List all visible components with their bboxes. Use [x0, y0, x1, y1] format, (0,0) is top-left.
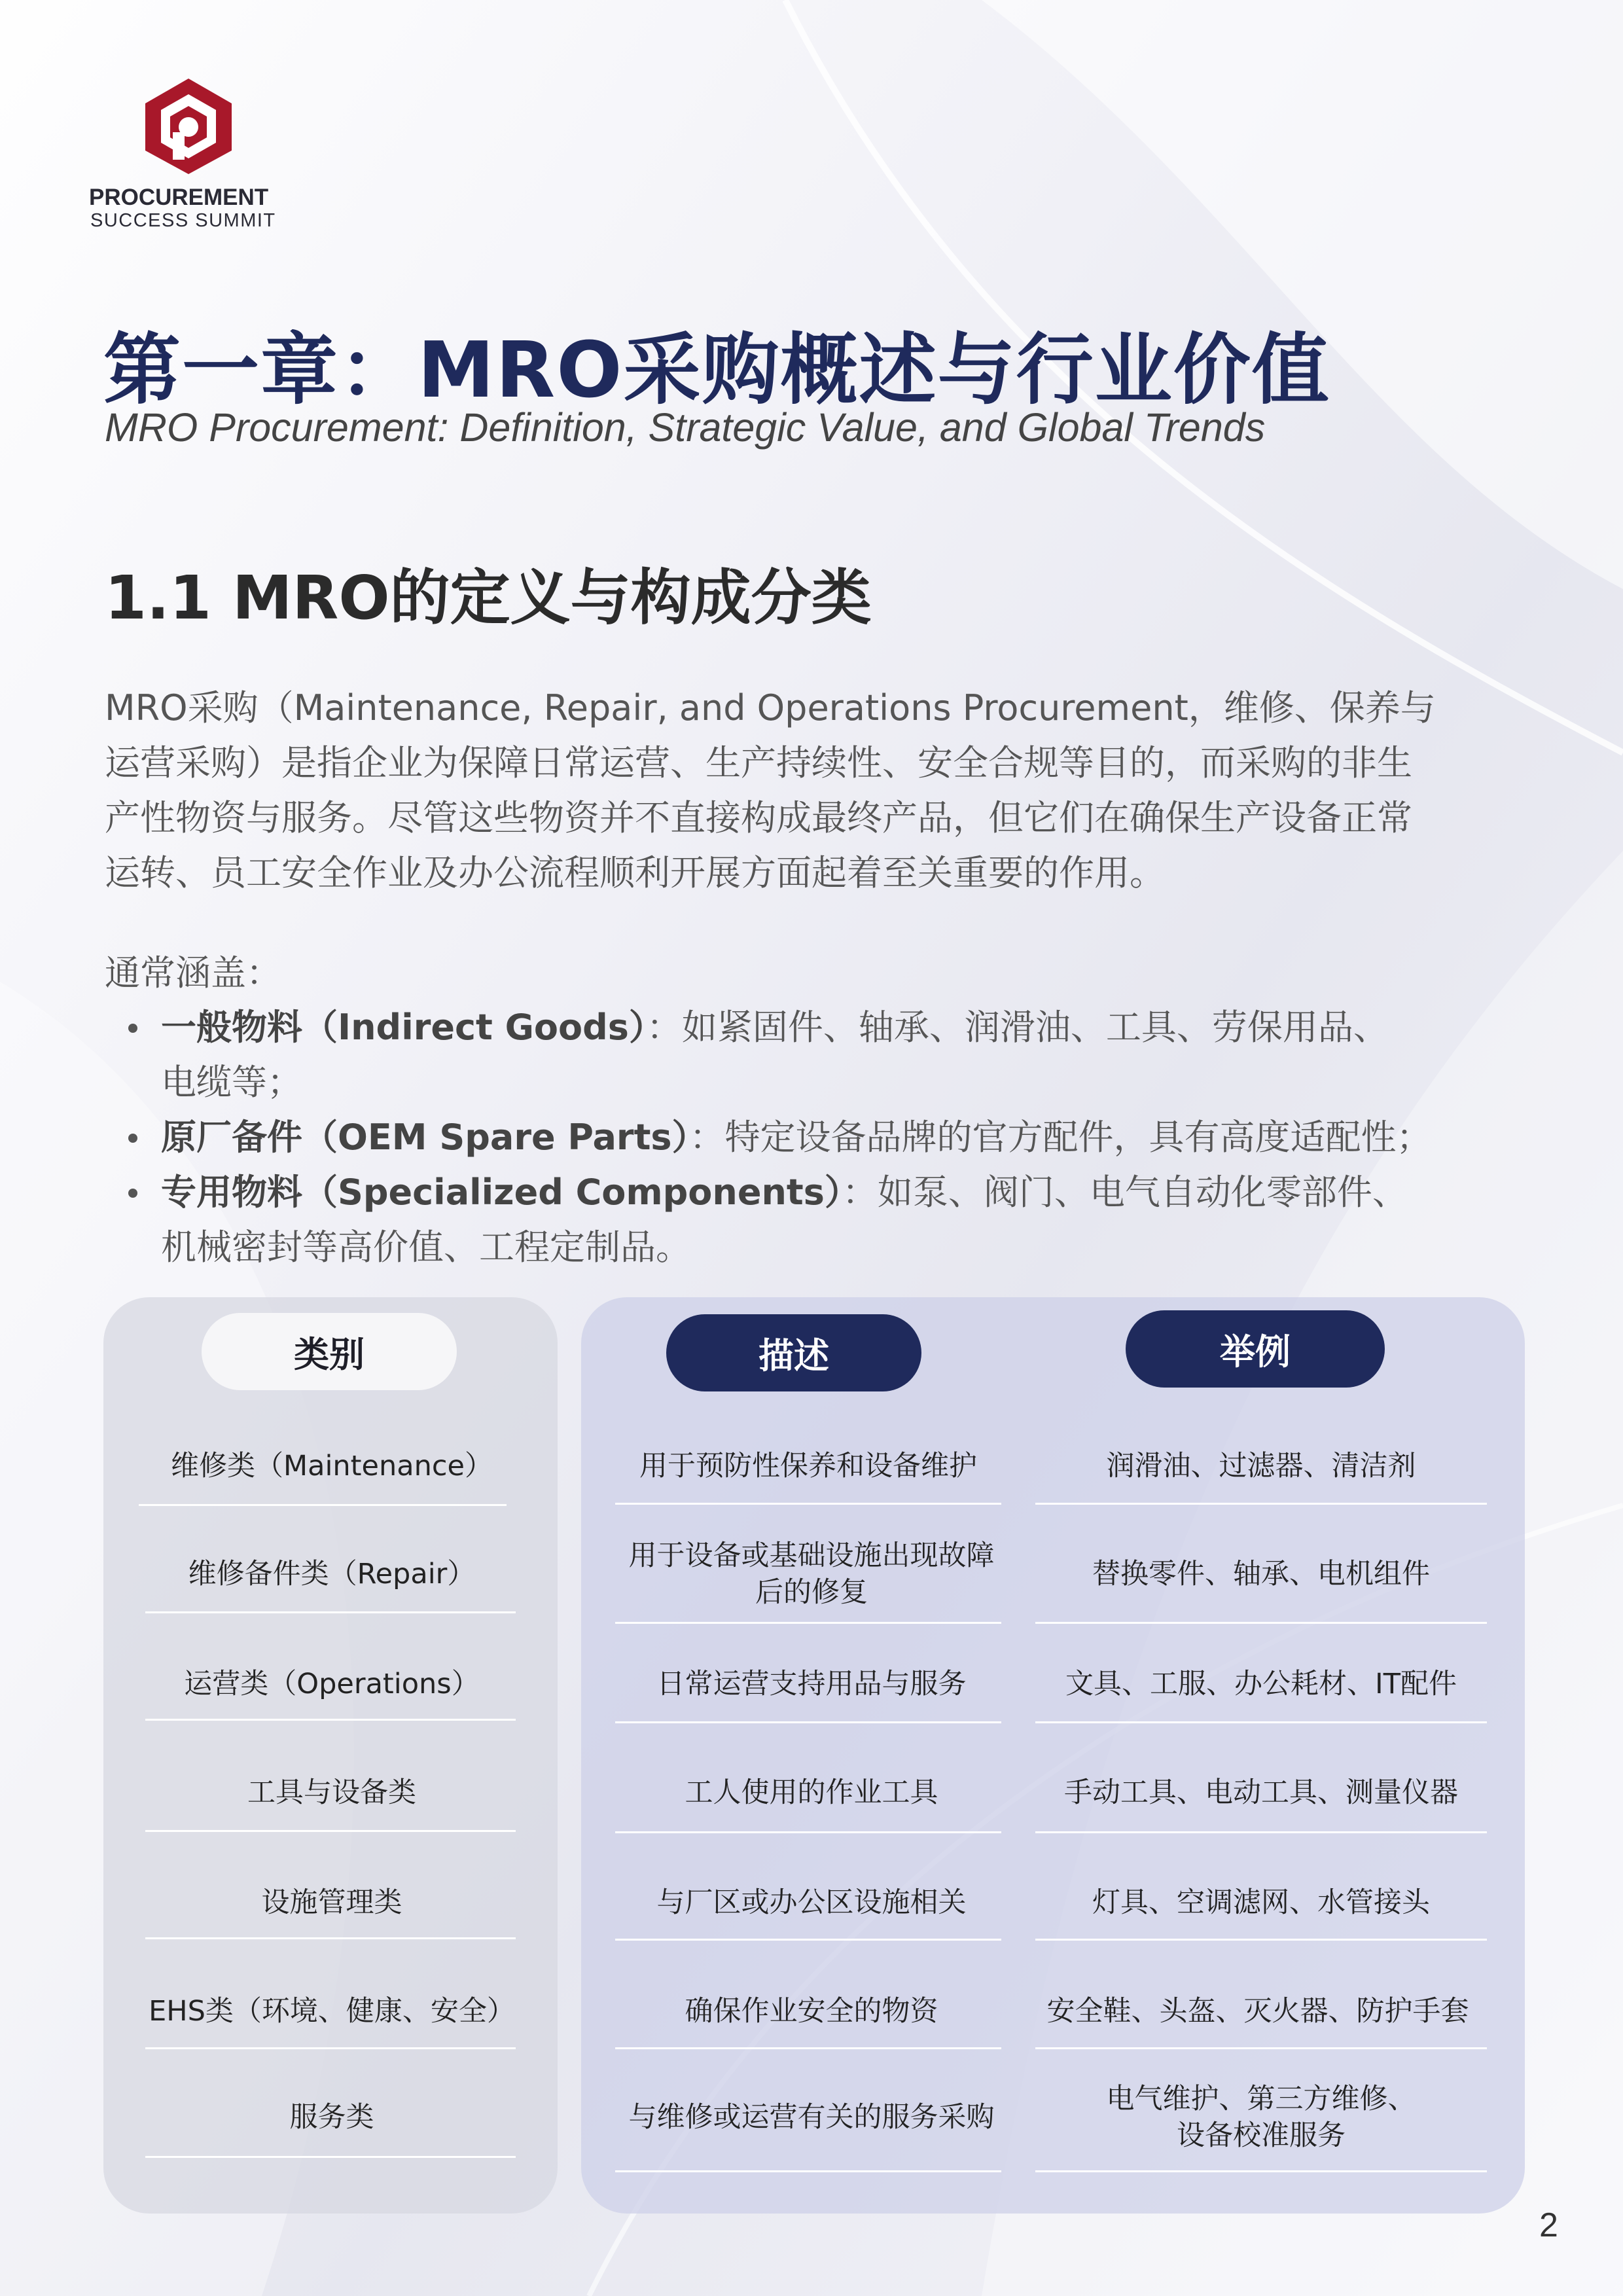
row-divider [615, 2047, 1001, 2049]
table-cell-description: 工人使用的作业工具 [685, 1776, 938, 1809]
row-divider [145, 2047, 516, 2049]
table-cell-example: 灯具、空调滤网、水管接头 [1092, 1886, 1430, 1919]
bullet-text: 机械密封等高价值、工程定制品。 [161, 1227, 691, 1268]
table-cell-example: 安全鞋、头盔、灭火器、防护手套 [1046, 1995, 1469, 2028]
row-divider [145, 2156, 516, 2158]
table-cell-category: 设施管理类 [261, 1886, 402, 1919]
row-divider [145, 1719, 516, 1721]
table-cell-example: 润滑油、过滤器、清洁剂 [1106, 1450, 1416, 1482]
row-divider [139, 1504, 507, 1506]
bullet-term: 专用物料（Specialized Components） [161, 1172, 842, 1213]
table-cell-example: 替换零件、轴承、电机组件 [1092, 1558, 1430, 1590]
table-cell-category: 服务类 [289, 2101, 374, 2134]
table-cell-category: 工具与设备类 [247, 1776, 416, 1809]
row-divider [1035, 1831, 1487, 1833]
bullet-term: 原厂备件（OEM Spare Parts） [161, 1117, 690, 1158]
row-divider [615, 1721, 1001, 1723]
coverage-list [105, 1000, 1479, 1275]
table-cell-example: 手动工具、电动工具、测量仪器 [1064, 1776, 1458, 1809]
intro-paragraph [105, 681, 1505, 901]
list-item [105, 1110, 1479, 1165]
row-divider [615, 1622, 1001, 1624]
chapter-subtitle: MRO Procurement: Definition, Strategic Value, and Global Trends [105, 405, 1266, 450]
row-divider [145, 1611, 516, 1613]
chapter-title: 第一章：MRO采购概述与行业价值 [103, 325, 1330, 415]
table-cell-example: 文具、工服、办公耗材、IT配件 [1065, 1668, 1457, 1700]
coverage-label: 通常涵盖： [105, 952, 281, 994]
table-cell-category: 维修类（Maintenance） [171, 1450, 493, 1482]
header-example: 举例 [1126, 1310, 1385, 1388]
table-cell-description: 日常运营支持用品与服务 [656, 1668, 967, 1700]
row-divider [615, 1939, 1001, 1941]
page-number: 2 [1539, 2206, 1558, 2244]
list-item [105, 1165, 1479, 1275]
table-cell-description: 与维修或运营有关的服务采购 [628, 2101, 995, 2134]
row-divider [615, 1503, 1001, 1505]
row-divider [1035, 1721, 1487, 1723]
table-cell-description: 确保作业安全的物资 [685, 1995, 938, 2028]
row-divider [145, 1937, 516, 1939]
logo-title: PROCUREMENT [89, 185, 269, 210]
row-divider [1035, 2170, 1487, 2172]
bullet-text: ：如泵、阀门、电气自动化零部件、 [842, 1172, 1408, 1213]
bullet-text: ：如紧固件、轴承、润滑油、工具、劳保用品、 [646, 1007, 1389, 1048]
row-divider [615, 1831, 1001, 1833]
section-title: 1.1 MRO的定义与构成分类 [105, 563, 872, 633]
bullet-text: ：特定设备品牌的官方配件，具有高度适配性； [689, 1117, 1432, 1158]
row-divider [615, 2170, 1001, 2172]
intro-line: 运转、员工安全作业及办公流程顺利开展方面起着至关重要的作用。 [105, 852, 1165, 893]
header-category: 类别 [202, 1313, 457, 1390]
intro-line: 运营采购）是指企业为保障日常运营、生产持续性、安全合规等目的，而采购的非生 [105, 742, 1412, 783]
row-divider [145, 1830, 516, 1832]
table-cell-description: 用于预防性保养和设备维护 [639, 1450, 977, 1482]
row-divider [1035, 1503, 1487, 1505]
intro-line: MRO采购（Maintenance, Repair, and Operations Procurement，维修、保养与 [105, 687, 1436, 728]
row-divider [1035, 1622, 1487, 1624]
table-cell-category: EHS类（环境、健康、安全） [149, 1995, 515, 2028]
table-cell-example: 电气维护、第三方维修、 设备校准服务 [1106, 2083, 1416, 2152]
row-divider [1035, 1939, 1487, 1941]
bullet-term: 一般物料（Indirect Goods） [161, 1007, 647, 1048]
list-item [105, 1000, 1479, 1110]
logo-subtitle: SUCCESS SUMMIT [90, 210, 276, 231]
table-cell-description: 与厂区或办公区设施相关 [656, 1886, 967, 1919]
bullet-text: 电缆等； [161, 1062, 302, 1103]
hexagon-p-logo-icon [143, 77, 234, 175]
table-cell-category: 运营类（Operations） [184, 1668, 480, 1700]
intro-line: 产性物资与服务。尽管这些物资并不直接构成最终产品，但它们在确保生产设备正常 [105, 797, 1412, 838]
table-cell-description: 用于设备或基础设施出现故障 后的修复 [628, 1539, 995, 1609]
row-divider [1035, 2047, 1487, 2049]
table-cell-category: 维修备件类（Repair） [188, 1558, 476, 1590]
header-description: 描述 [666, 1314, 921, 1391]
